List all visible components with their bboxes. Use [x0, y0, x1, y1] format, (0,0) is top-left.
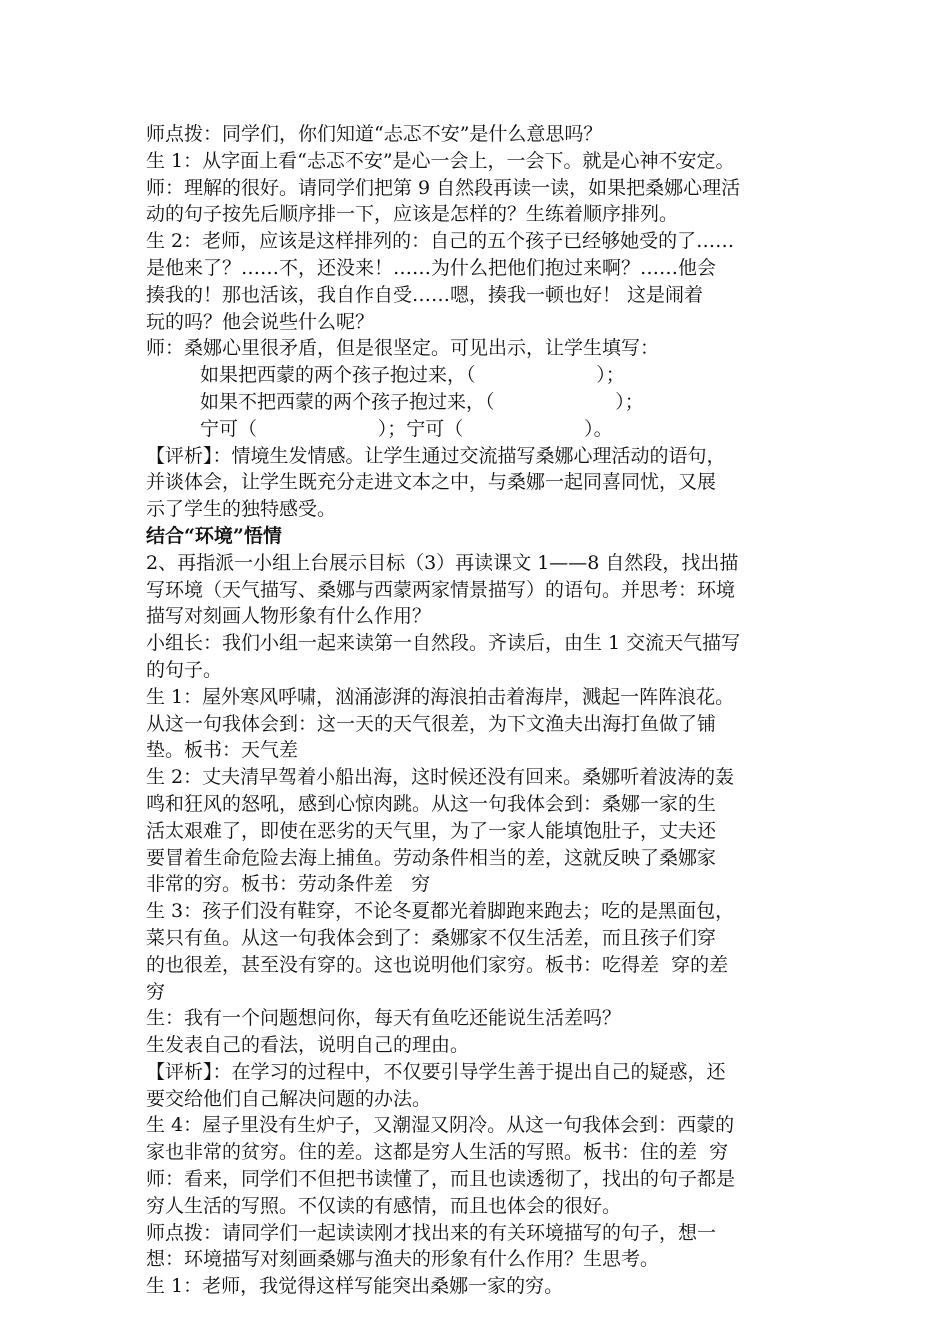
- text-line: 想：环境描写对刻画桑娜与渔夫的形象有什么作用？生思考。: [146, 1248, 660, 1271]
- text-line: 师：看来，同学们不但把书读懂了，而且也读透彻了，找出的句子都是: [146, 1168, 736, 1191]
- text-line: 描写对刻画人物形象有什么作用？: [146, 605, 432, 628]
- text-line: 生 2：老师，应该是这样排列的：自己的五个孩子已经够她受的了……: [146, 230, 735, 253]
- commentary-line: 并谈体会，让学生既充分走进文本之中，与桑娜一起同喜同忧，又展: [146, 471, 717, 494]
- section-heading: 结合“环境”悟情: [146, 524, 282, 547]
- commentary-line: 示了学生的独特感受。: [146, 498, 337, 521]
- text-line: 生：我有一个问题想问你，每天有鱼吃还能说生活差吗？: [146, 1007, 622, 1030]
- text-line: 生 1：老师，我觉得这样写能突出桑娜一家的穷。: [146, 1275, 564, 1298]
- text-line: 家也非常的贫穷。住的差。这都是穷人生活的写照。板书：住的差 穷: [146, 1141, 729, 1164]
- commentary-line: 【评析】：在学习的过程中，不仅要引导学生善于提出自己的疑惑，还: [146, 1060, 726, 1083]
- commentary-line: 【评析】：情境生发情感。让学生通过交流描写桑娜心理活动的语句，: [146, 444, 726, 467]
- text-line: 师：桑娜心里很矛盾，但是很坚定。可见出示，让学生填写：: [146, 337, 660, 360]
- commentary-line: 要交给他们自己解决问题的办法。: [146, 1087, 432, 1110]
- fill-in-line: 如果把西蒙的两个孩子抱过来，（ ）；: [200, 364, 625, 387]
- text-line: 揍我的！那也活该，我自作自受……嗯，揍我一顿也好！ 这是闹着: [146, 283, 704, 306]
- fill-in-line: 如果不把西蒙的两个孩子抱过来，（ ）；: [200, 390, 644, 413]
- text-line: 菜只有鱼。从这一句我体会到了：桑娜家不仅生活差，而且孩子们穿: [146, 926, 717, 949]
- text-line: 生 3：孩子们没有鞋穿，不论冬夏都光着脚跑来跑去；吃的是黑面包，: [146, 900, 735, 923]
- text-line: 是他来了？……不，还没来！……为什么把他们抱过来啊？……他会: [146, 256, 717, 279]
- text-line: 穷人生活的写照。不仅读的有感情，而且也体会的很好。: [146, 1194, 622, 1217]
- text-line: 小组长：我们小组一起来读第一自然段。齐读后，由生 1 交流天气描写: [146, 632, 741, 655]
- text-line: 师点拨：请同学们一起读读刚才找出来的有关环境描写的句子，想一: [146, 1221, 717, 1244]
- text-line: 师：理解的很好。请同学们把第 9 自然段再读一读，如果把桑娜心理活: [146, 176, 741, 199]
- text-line: 垫。板书：天气差: [146, 739, 299, 762]
- fill-in-line: 宁可（ ）；宁可（ ）。: [200, 417, 613, 440]
- text-line: 活太艰难了，即使在恶劣的天气里，为了一家人能填饱肚子，丈夫还: [146, 819, 717, 842]
- text-line: 从这一句我体会到：这一天的天气很差，为下文渔夫出海打鱼做了铺: [146, 712, 717, 735]
- document-page: [146, 121, 826, 1300]
- text-line: 生发表自己的看法，说明自己的理由。: [146, 1034, 470, 1057]
- text-line: 师点拨：同学们，你们知道“忐忑不安”是什么意思吗？: [146, 123, 603, 145]
- text-line: 生 1：从字面上看“忐忑不安”是心一会上，一会下。就是心神不安定。: [146, 149, 735, 172]
- text-line: 写环境（天气描写、桑娜与西蒙两家情景描写）的语句。并思考：环境: [146, 578, 736, 601]
- text-line: 的句子。: [146, 658, 223, 681]
- text-line: 玩的吗？他会说些什么呢？: [146, 310, 375, 333]
- text-line: 生 1：屋外寒风呼啸，汹涌澎湃的海浪拍击着海岸，溅起一阵阵浪花。: [146, 685, 735, 708]
- text-line: 生 4：屋子里没有生炉子，又潮湿又阴冷。从这一句我体会到：西蒙的: [146, 1114, 735, 1137]
- text-line: 鸣和狂风的怒吼，感到心惊肉跳。从这一句我体会到：桑娜一家的生: [146, 792, 717, 815]
- text-line: 穷: [146, 980, 166, 1003]
- text-line: 生 2：丈夫清早驾着小船出海，这时候还没有回来。桑娜听着波涛的轰: [146, 766, 735, 789]
- text-line: 的也很差，甚至没有穿的。这也说明他们家穷。板书：吃得差 穿的差: [146, 953, 729, 976]
- text-line: 非常的穷。板书：劳动条件差 穷: [146, 873, 431, 896]
- text-line: 要冒着生命危险去海上捕鱼。劳动条件相当的差，这就反映了桑娜家: [146, 846, 717, 869]
- text-line: 2、再指派一小组上台展示目标（3）再读课文 1——8 自然段，找出描: [146, 551, 739, 574]
- text-line: 动的句子按先后顺序排一下，应该是怎样的？生练着顺序排列。: [146, 203, 679, 226]
